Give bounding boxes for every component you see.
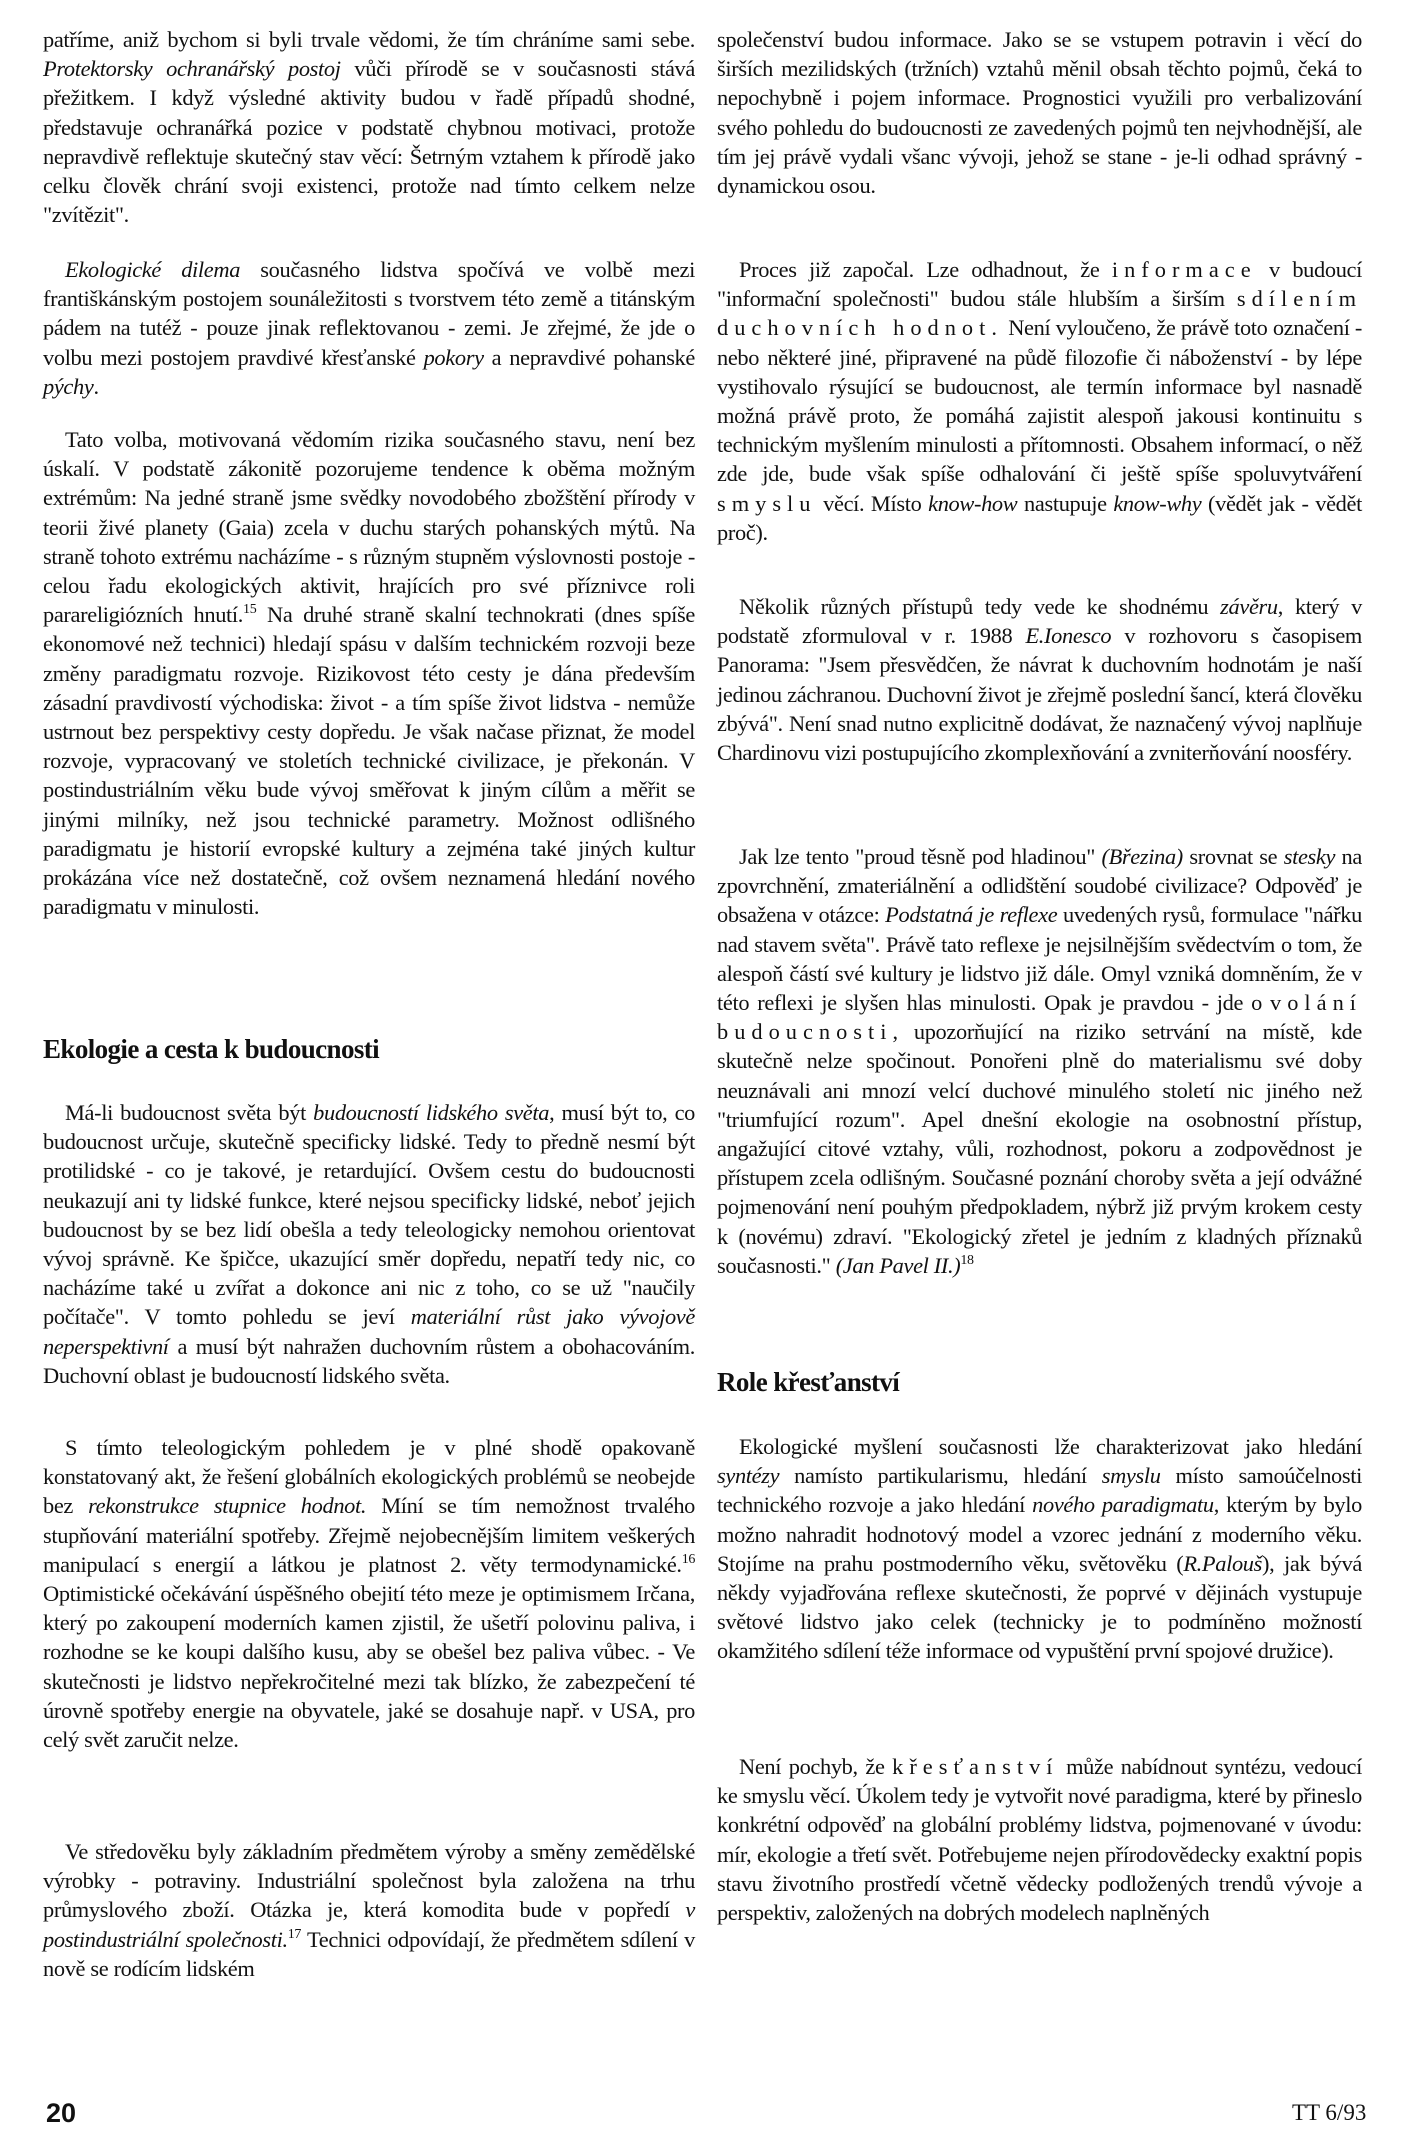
emphasis: materiální růst jako vývojově neperspektivní: [43, 1304, 695, 1359]
paragraph: Má-li budoucnost světa být budoucností lidského světa, musí být to, co budoucnost určuje, skutečně specificky lidské. Tedy to předně nesmí být protilidské - co je takové, je retardující. Ovšem cestu do budoucnosti neukazují ani ty lidské funkce, které nejsou specificky lidské, neboť jejich budoucnost by se bez lidí obešla a tedy teleologicky nemohou orientovat vývoj správně. Ke špičce, ukazující směr dopředu, nepatří tedy nic, co nacházíme také u zvířat a dokonce ani nic z toho, co se už "naučily počítače". V tomto pohledu se jeví materiální růst jako vývojově neperspektivní a musí být nahražen duchovním růstem a obohacováním. Duchovní oblast je budoucností lidského světa.: [43, 1100, 696, 1388]
section-heading: Role křesťanství: [717, 1367, 900, 1397]
spaced-emphasis: volání budoucnosti: [717, 990, 1362, 1045]
emphasis: pýchy: [43, 373, 94, 399]
paragraph: Ekologické myšlení současnosti lže charakterizovat jako hledání syntézy namísto partikularismu, hledání smyslu místo samoúčelnosti technického rozvoje a jako hledání nového paradigmatu, kterým by bylo možno nahradit hodnotový model a vzorec jednání z moderního věku. Stojíme na prahu postmoderního věku, světověku (R.Palouš), jak bývá někdy vyjadřována reflexe skutečnosti, že poprvé v dějinách vystupuje světové lidstvo jako celek (technicky je to podmíněno možností okamžitého sdílení téže informace od vypuštění první spojové družice).: [717, 1434, 1363, 1664]
paragraph: S tímto teleologickým pohledem je v plné shodě opakovaně konstatovaný akt, že řešení globálních ekologických problémů se neobejde bez rekonstrukce stupnice hodnot. Míní se tím nemožnost trvalého stupňování materiální spotřeby. Zřejmě nejobecnějším limitem veškerých manipulací s energií a látkou je platnost 2. věty termodynamické.$^{16}$ Optimistické očekávání úspěšného obejití této meze je optimismem Irčana, který po zakoupení moderních kamen zjistil, že ušetří polovinu paliva, i rozhodne se ke koupi dalšího kusu, aby se obešel bez paliva vůbec. - Ve skutečnosti je lidstvo nepřekročitelné mezi tak blízko, že zabezpečení té úrovně spotřeby energie na obyvatele, jaké se dosahuje např. v USA, pro celý svět zaručit nelze.: [43, 1435, 696, 1753]
emphasis: (Jan Pavel II.): [835, 1252, 961, 1278]
emphasis: syntézy: [717, 1463, 780, 1489]
paragraph: Tato volba, motivovaná vědomím rizika současného stavu, není bez úskalí. V podstatě zákonitě pozorujeme tendence k oběma možným extrémům: Na jedné straně jsme svědky novodobého zbožštění přírody v teorii živé planety (Gaia) zcela v duchu starých pohanských mýtů. Na straně tohoto extrému nacházíme - s různým stupněm výslovnosti postoje - celou řadu ekologických aktivit, hrajících pro své příznivce roli parareligiózních hnutí.$^{15}$ Na druhé straně skalní technokrati (dnes spíše ekonomové než technici) hledají spásu v dalším technickém rozvoji beze změny paradigmatu rozvoje. Rizikovost této cesty je dána především zásadní pravdivostí východiska: život - a tím spíše život lidstva - nemůže ustrnout bez perspektivy cesty dopředu. Je však načase přiznat, že model rozvoje, vypracovaný ve stoletích technické civilizace, je překonán. V postindustriálním věku bude vývoj směřovat k jiným cílům a měřit se jinými milníky, než jsou technické parametry. Možnost odlišného paradigmatu je historií evropské kultury a zejména také jiných kultur prokázána více než dostatečně, což ovšem neznamená hledání nového paradigmatu v minulosti.: [43, 427, 695, 920]
section-heading: Ekologie a cesta k budoucnosti: [43, 1034, 380, 1064]
emphasis: v postindustriální společnosti.: [43, 1897, 695, 1952]
emphasis: nového paradigmatu: [1032, 1492, 1214, 1518]
paragraph: společenství budou informace. Jako se se vstupem potravin i věcí do širších mezilidských (tržních) vztahů měnil obsah těchto pojmů, čeká to nepochybně i pojem informace. Prognostici využili pro verbalizování svého pohledu do budoucnosti ze zavedených pojmů ten nejvhodnější, ale tím jej právě vydali všanc vývoji, jehož se stane - je-li odhad správný - dynamickou osou.: [717, 27, 1362, 199]
paragraph: patříme, aniž bychom si byli trvale vědomi, že tím chráníme sami sebe. Protektorsky ochranářský postoj vůči přírodě se v současnosti stává přežitkem. I když výsledné aktivity budou v řadě případů shodné, představuje ochranářká pozice v podstatě chybnou motivaci, protože nepravdivě reflektuje skutečný stav věcí: Šetrným vztahem k přírodě jako celku člověk chrání svoji existenci, protože nad tímto celkem nelze "zvítězit".: [43, 27, 695, 228]
emphasis: R.Palouš: [1183, 1550, 1263, 1576]
emphasis: smyslu: [1101, 1463, 1161, 1489]
page-number: 20: [46, 2098, 77, 2128]
spaced-emphasis: sdílením duchovních hodnot.: [717, 286, 1362, 341]
emphasis: pokory: [423, 344, 484, 370]
emphasis: (Březina): [1101, 844, 1183, 869]
footnote-ref-18: 18: [960, 1252, 974, 1268]
emphasis: závěru: [1220, 594, 1278, 619]
emphasis: Ekologické dilema: [65, 257, 241, 282]
emphasis: Podstatná je reflexe: [885, 902, 1058, 928]
emphasis: E.Ionesco: [1025, 623, 1112, 649]
emphasis: rekonstrukce stupnice hodnot.: [88, 1493, 367, 1519]
footnote-ref-16: 16: [681, 1551, 695, 1567]
spaced-emphasis: informace: [1111, 257, 1257, 282]
paragraph: Ekologické dilema současného lidstva spočívá ve volbě mezi františkánským postojem sounáležitosti s tvorstvem této země a titánským pádem na tutéž - pouze jinak reflektovanou - zemi. Je zřejmé, že jde o volbu mezi postojem pravdivé křesťanské pokory a nepravdivé pohanské pýchy.: [43, 257, 695, 399]
spaced-emphasis: křesťanství: [892, 1754, 1059, 1779]
emphasis: Protektorsky ochranářský postoj: [43, 56, 341, 82]
paragraph: Několik různých přístupů tedy vede ke shodnému závěru, který v podstatě zformuloval v r. 1988 E.Ionesco v rozhovoru s časopisem Panorama: "Jsem přesvědčen, že návrat k duchovním hodnotám je naší jedinou záchranou. Duchovní život je zřejmě poslední šancí, která člověku zbývá". Není snad nutno explicitně dodávat, že naznačený vývoj naplňuje Chardinovu vizi postupujícího zkomplexňování a zvniterňování noosféry.: [717, 594, 1362, 766]
paragraph: Ve středověku byly základním předmětem výroby a směny zemědělské výrobky - potraviny. Industriální společnost byla založena na trhu průmyslového zboží. Otázka je, která komodita bude v popředí v postindustriální společnosti.$^{17}$ Technici odpovídají, že předmětem sdílení v nově se rodícím lidském: [43, 1839, 695, 1981]
footnote-ref-15: 15: [243, 602, 257, 618]
emphasis: budoucností lidského světa: [313, 1100, 550, 1125]
paragraph: Není pochyb, že křesťanství může nabídnout syntézu, vedoucí ke smyslu věcí. Úkolem tedy je vytvořit nové paradigma, které by přineslo konkrétní odpověď na globální problémy lidstva, pojmenované v úvodu: mír, ekologie a třetí svět. Potřebujeme nejen přírodovědecky exaktní popis stavu životního prostředí včetně vědecky podložených trendů vývoje a perspektiv, založených na dobrých modelech naplněných: [717, 1754, 1363, 1926]
emphasis: know-how: [928, 490, 1018, 516]
emphasis: stesky: [1283, 844, 1336, 869]
emphasis: know-why: [1113, 490, 1202, 516]
spaced-emphasis: smyslu: [717, 490, 817, 516]
paragraph: Jak lze tento "proud těsně pod hladinou" (Březina) srovnat se stesky na zpovrchnění, zmateriálnění a odlidštění soudobé civilizace? Odpověď je obsažena v otázce: Podstatná je reflexe uvedených rysů, formulace "nářku nad stavem světa". Právě tato reflexe je nejsilnějším svědectvím o tom, že alespoň částí své kultury je lidstvo již dále. Omyl vzniká domněním, že v této reflexi je slyšen hlas minulosti. Opak je pravdou - jde o volání budoucnosti, upozorňující na riziko setrvání na místě, kde skutečně nelze spočinout. Ponořeni plně do materialismu své doby neuznávali ani mnozí velcí duchové minulého století nic jiného než "triumfující rozum". Apel dnešní ekologie na osobnostní přístup, angažující citové vztahy, vůli, rozhodnost, pokoru a zodpovědnost je přístupem zcela odlišným. Současné poznání choroby světa a její odvážné pojmenování není pouhým předpokladem, nýbrž již prvým krokem cesty k (novému) zdraví. "Ekologický zřetel je jedním z kladných příznaků současnosti." (Jan Pavel II.)$^{18}$: [717, 844, 1362, 1278]
issue-label: TT 6/93: [1292, 2100, 1367, 2125]
footnote-ref-17: 17: [287, 1926, 302, 1942]
paragraph: Proces již započal. Lze odhadnout, že informace v budoucí "informační společnosti" budou stále hlubším a širším sdílením duchovních hodnot. Není vyloučeno, že právě toto označení - nebo některé jiné, připravené na půdě filozofie či náboženství - by lépe vystihovalo rýsující se budoucnost, ale termín informace byl nasnadě možná právě proto, že pomáhá zajistit alespoň jakousi kontinuitu s technickým myšlením minulosti a přítomnosti. Obsahem informací, o něž zde jde, bude však spíše odhalování či ještě spíše spoluvytváření smyslu věcí. Místo know-how nastupuje know-why (vědět jak - vědět proč).: [717, 257, 1363, 545]
